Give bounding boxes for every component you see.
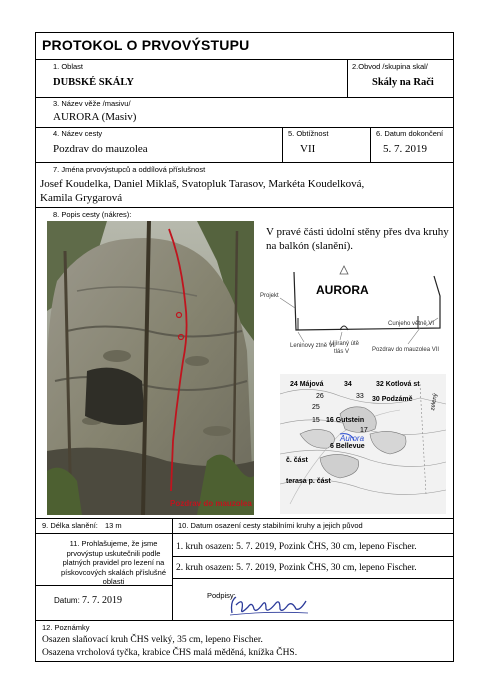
map-label-15: 15 bbox=[312, 417, 320, 424]
rule-description bbox=[35, 518, 454, 519]
route-label: 4. Název cesty bbox=[53, 129, 103, 138]
sketch-label-lenin: Leninovy ztně VI bbox=[290, 343, 335, 349]
bolt1-text: 1. kruh osazen: 5. 7. 2019, Pozink ČHS, 30 cm, lepeno Fischer. bbox=[176, 542, 417, 552]
map-label-25: 25 bbox=[312, 404, 320, 411]
photo-route-caption: Pozdrav do mauzolea bbox=[170, 499, 252, 508]
protocol-title: PROTOKOL O PRVOVÝSTUPU bbox=[42, 37, 250, 53]
district-value: Skály na Rači bbox=[372, 77, 434, 88]
rule-area bbox=[35, 97, 454, 98]
notes-line2: Osazena vrcholová tyčka, krabice ČHS malá měděná, knížka ČHS. bbox=[42, 648, 298, 658]
tower-value: AURORA (Masiv) bbox=[53, 111, 137, 123]
map-label-26: 26 bbox=[316, 393, 324, 400]
bolt2-text: 2. kruh osazen: 5. 7. 2019, Pozink ČHS, 30 cm, lepeno Fischer. bbox=[176, 563, 417, 573]
notes-line1: Osazen slaňovací kruh ČHS velký, 35 cm, lepeno Fischer. bbox=[42, 635, 263, 645]
map-label-kotlova: 32 Kotlová st bbox=[376, 381, 420, 388]
district-label: 2.Obvod /skupina skal/ bbox=[352, 62, 428, 71]
rule-climbers bbox=[35, 207, 454, 208]
declaration-text: 11. Prohlašujeme, že jsme prvovýstup uskutečnili podle platných pravidel pro lezení na pískovcových skalách příslušné oblasti bbox=[60, 539, 167, 586]
map-label-zeleny: zelený bbox=[430, 392, 439, 412]
description-label: 8. Popis cesty (nákres): bbox=[53, 210, 132, 219]
map-label-majova: 24 Májová bbox=[290, 381, 324, 388]
area-label: 1. Oblast bbox=[53, 62, 84, 71]
map-label-bellevue: 6 Bellevue bbox=[330, 443, 365, 450]
bolts-label: 10. Datum osazení cesty stabilními kruhy a jejich původ bbox=[178, 521, 363, 530]
rule-area-divider bbox=[347, 59, 348, 97]
notes-label: 12. Poznámky bbox=[42, 623, 90, 632]
climbers-line2: Kamila Grygarová bbox=[40, 192, 123, 204]
map-label-17: 17 bbox=[360, 427, 368, 434]
sketch-label-cunjeho: Cunjeho větně VI bbox=[388, 321, 435, 327]
date-label: Datum: bbox=[54, 596, 80, 605]
map-label-podzame: 30 Podzámě bbox=[372, 396, 413, 403]
map-label-34: 34 bbox=[344, 381, 352, 388]
rule-route-divider1 bbox=[282, 127, 283, 162]
sketch-label-ujirana: Ujíraný útě bbox=[330, 341, 360, 347]
rule-tower bbox=[35, 127, 454, 128]
rule-bolt2 bbox=[172, 578, 454, 579]
description-text: V pravé části údolní stěny přes dva kruhy na balkón (slanění). bbox=[266, 226, 449, 252]
date-done-value: 5. 7. 2019 bbox=[383, 143, 427, 155]
rule-signature bbox=[35, 620, 454, 621]
date-done-label: 6. Datum dokončení bbox=[376, 129, 444, 138]
climbers-line1: Josef Koudelka, Daniel Miklaš, Svatopluk Tarasov, Markéta Koudelková, bbox=[40, 178, 365, 190]
sketch-label-ujirana2: tlás V bbox=[334, 349, 350, 355]
difficulty-label: 5. Obtížnost bbox=[288, 129, 329, 138]
signature-label: Podpisy: bbox=[207, 591, 236, 600]
rule-route bbox=[35, 162, 454, 163]
rule-title bbox=[35, 59, 454, 60]
map-label-gutstein: 16 Gutstein bbox=[326, 417, 365, 424]
rule-bolt1 bbox=[172, 556, 454, 557]
rule-lower-divider bbox=[172, 518, 173, 620]
map-label-33: 33 bbox=[356, 393, 364, 400]
climbers-label: 7. Jména prvovýstupců a oddílová příslušnost bbox=[53, 165, 206, 174]
difficulty-value: VII bbox=[300, 143, 316, 155]
map-label-terasa: terasa p. část bbox=[286, 478, 331, 485]
tower-label: 3. Název věže /masivu/ bbox=[53, 99, 131, 108]
signature-image bbox=[226, 591, 312, 619]
map-label-aurora: Aurora bbox=[340, 434, 365, 443]
map-label-cast: č. část bbox=[286, 457, 308, 464]
sketch-title: AURORA bbox=[316, 283, 369, 297]
route-photo bbox=[47, 221, 254, 515]
route-value: Pozdrav do mauzolea bbox=[53, 143, 148, 155]
sketch-label-projekt: Projekt bbox=[260, 293, 279, 299]
area-value: DUBSKÉ SKÁLY bbox=[53, 77, 135, 88]
date-value: 7. 7. 2019 bbox=[82, 595, 122, 606]
rule-route-divider2 bbox=[370, 127, 371, 162]
rule-rappel bbox=[35, 533, 454, 534]
rappel-value: 13 m bbox=[105, 521, 122, 530]
rappel-label: 9. Délka slanění: bbox=[42, 521, 98, 530]
sketch-label-pozdrav: Pozdrav do mauzolea VII bbox=[372, 347, 440, 353]
